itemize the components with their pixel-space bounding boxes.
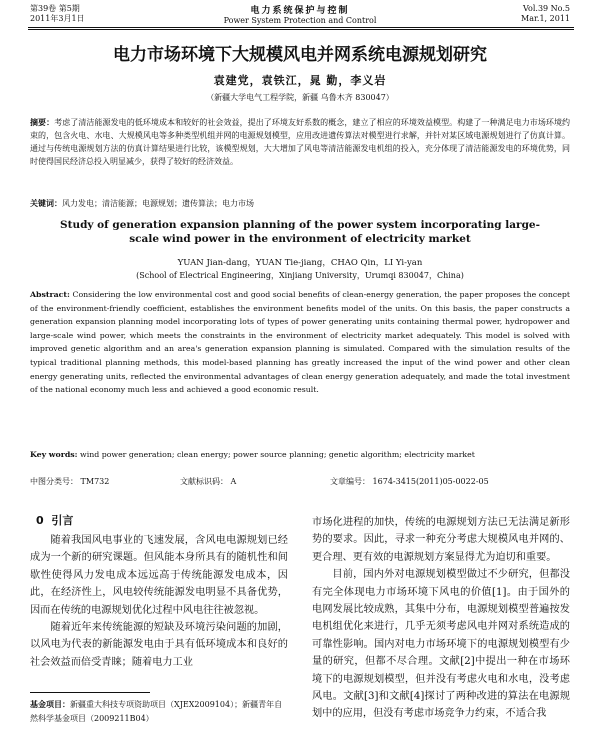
- article-number-field: [330, 476, 489, 487]
- footnote: [30, 697, 288, 726]
- clc-field: [30, 476, 180, 487]
- journal-name-en: Power System Protection and Control: [223, 16, 377, 25]
- doc-code-value: A: [230, 477, 237, 486]
- classification-line: [30, 476, 570, 487]
- affiliation-cn: （新疆大学电气工程学院，新疆 乌鲁木齐 830047）: [206, 93, 394, 102]
- abstract-en: [30, 288, 570, 397]
- clc-value: TM732: [80, 477, 110, 486]
- authors-cn: 袁建党，袁铁江，晁 勤，李义岩: [213, 74, 387, 87]
- doc-code-label: 文献标识码：: [180, 477, 228, 486]
- issue-cn: 第39卷 第5期: [30, 4, 80, 13]
- paper-title-cn: 电力市场环境下大规模风电并网系统电源规划研究: [113, 45, 487, 65]
- keywords-cn-label: 关键词：: [30, 198, 62, 208]
- section-number: 0: [36, 514, 44, 527]
- keywords-en-text: wind power generation; clean energy; power source planning; genetic algorithm; electricity market: [80, 450, 475, 459]
- footnote-label: 基金项目：: [30, 699, 70, 709]
- paragraph: 目前，国内外对电源规划模型做过不少研究，但都没有完全体现电力市场环境下风电的价值[1]。由于国外的电网发展比较成熟，其集中分布，电源规划模型普遍按发电机组优化来进行，几乎无须考虑风电并网对系统造成的可靠性影响。国内对电力市场环境下的电源规划模型有少量的研究，但都不尽合理。文献[2]中提出一种在市场环境下的电源规划模型，但并没有考虑火电和水电，没考虑风电。文献[3]和文献[4]探讨了两种改进的算法在电源规划中的应用，但没有考虑市场竞争力约束，不适合我: [312, 569, 570, 720]
- header-right: [521, 4, 570, 24]
- authors-en: YUAN Jian-dang，YUAN Tie-jiang，CHAO Qin，LI Yi-yan: [177, 258, 423, 268]
- footnote-text: 新疆重大科技专项资助项目（XJEX2009104）；新疆青年自然科学基金项目（2009211B04）: [30, 700, 283, 723]
- article-number-value: 1674-3415(2011)05-0022-05: [372, 477, 489, 486]
- article-number-label: 文章编号：: [330, 477, 370, 486]
- section-heading: [36, 512, 73, 528]
- header-rule: [28, 27, 574, 28]
- abstract-en-text: Considering the low environmental cost and good social benefits of clean-energy generation, the paper proposes the concept of the environment-friendly coefficient, establishes the environment benefits model of the units. On this basis, the paper constructs a generation expansion planning model incorporating lots of types of power generating units containing thermal power, hydropower and large-scale wind power, which meets the constraints in the environment of electricity market adequately. This model is solved with improved genetic algorithm and an area's generation expansion planning is simulated. Compared with the simulation results of the typical traditional planning methods, this model-based planning has greatly increased the input of the wind power and other clean energy generating units, reflected the environmental advantages of clean energy generation adequately, and made the total investment of the national economy much less and achieved a good economic result.: [30, 290, 570, 395]
- paper-title-en: Study of generation expansion planning of the power system incorporating large-scale wind power in the environment of electricity market: [60, 219, 540, 245]
- affiliation-en: (School of Electrical Engineering，Xinjiang University，Urumqi 830047，China): [136, 271, 464, 280]
- clc-label: 中图分类号：: [30, 477, 78, 486]
- paragraph: 市场化进程的加快，传统的电源规划方法已无法满足新形势的要求。因此，寻求一种充分考虑大规模风电并网的、更合理、更有效的电源规划方案显得尤为迫切和重要。: [312, 517, 570, 563]
- abstract-cn: [30, 116, 570, 168]
- doc-code-field: [180, 476, 330, 487]
- footnote-rule: [30, 692, 150, 693]
- abstract-cn-text: 考虑了清洁能源发电的低环境成本和较好的社会效益，提出了环境友好系数的概念，建立了相应的环境效益模型。构建了一种满足电力市场环境约束的，包含火电、水电、大规模风电等多种类型机组并网的电源规划模型，应用改进遗传算法对模型进行求解，并针对某区域电源规划进行了仿真计算。通过与传统电源规划方法的仿真计算结果进行比较，该模型规划，大大增加了风电等清洁能源发电机组的投入，充分体现了清洁能源发电的环境优势，同时使得国民经济总投入明显减少，获得了较好的经济效益。: [30, 118, 570, 166]
- body-column-right: [312, 514, 570, 723]
- paragraph: 随着我国风电事业的飞速发展，含风电电源规划已经成为一个新的研究课题。但风能本身所具有的随机性和间歇性使得风力发电成本远远高于传统能源发电成本，因此，在经济性上，风电较传统能源发电明显不具备优势，因而在传统的电源规划优化过程中风电往往被忽视。: [30, 535, 288, 616]
- keywords-en: [30, 450, 570, 459]
- journal-header: [0, 0, 600, 26]
- paragraph: 随着近年来传统能源的短缺及环境污染问题的加剧，以风电为代表的新能源发电由于具有低环境成本和良好的社会效益而倍受青睐；随着电力工业: [30, 622, 288, 668]
- volume-en: Vol.39 No.5: [523, 4, 570, 13]
- section-title: 引言: [51, 514, 74, 527]
- header-left: [30, 4, 85, 24]
- abstract-en-label: Abstract:: [30, 290, 70, 299]
- keywords-en-label: Key words:: [30, 450, 78, 459]
- header-center: [150, 3, 450, 25]
- abstract-cn-label: 摘要：: [30, 117, 55, 127]
- keywords-cn-text: 风力发电；清洁能源；电源规划；遗传算法；电力市场: [62, 199, 254, 208]
- body-column-left: [30, 532, 288, 671]
- date-cn: 2011年3月1日: [30, 14, 85, 23]
- header-rule-second: [28, 29, 574, 30]
- journal-name-cn: 电力系统保护与控制: [250, 6, 350, 16]
- date-en: Mar.1, 2011: [521, 14, 570, 23]
- keywords-cn: [30, 198, 570, 209]
